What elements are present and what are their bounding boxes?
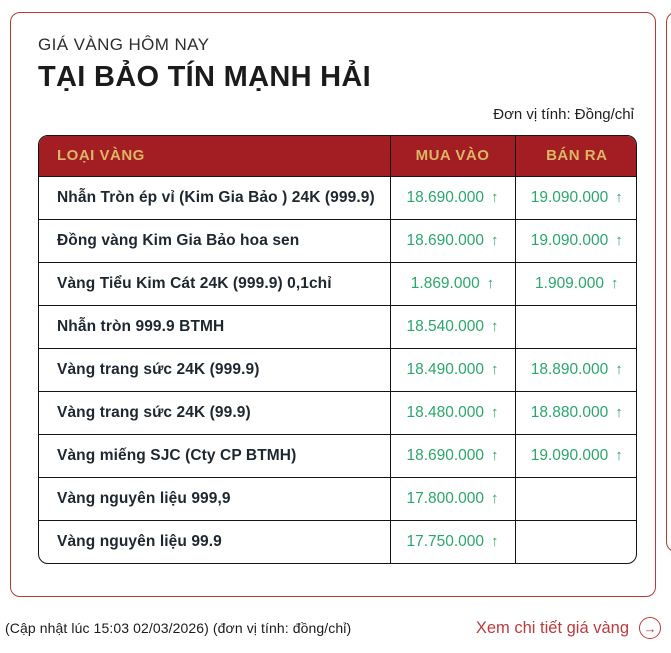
table-row	[39, 262, 637, 305]
gold-price-table	[38, 135, 637, 564]
buy-price-value: 18.690.000	[406, 188, 485, 206]
table-row	[39, 219, 637, 262]
next-carousel-card[interactable]	[666, 12, 671, 552]
buy-price-cell	[390, 520, 515, 563]
gold-type-label: Vàng Tiểu Kim Cát 24K (999.9) 0,1chỉ	[57, 274, 332, 292]
sell-price-cell	[515, 176, 637, 219]
up-arrow-icon: ↑	[615, 403, 623, 421]
table-row	[39, 520, 637, 563]
buy-price-cell	[390, 219, 515, 262]
gold-type-label: Nhẫn tròn 999.9 BTMH	[57, 317, 225, 335]
table-row	[39, 348, 637, 391]
card-subtitle: GIÁ VÀNG HÔM NAY	[38, 35, 210, 54]
buy-price-cell	[390, 305, 515, 348]
page-title: TẠI BẢO TÍN MẠNH HẢI	[38, 61, 372, 93]
buy-price-cell	[390, 434, 515, 477]
view-gold-detail-label: Xem chi tiết giá vàng	[475, 618, 629, 637]
circle-arrow-icon[interactable]: →	[639, 617, 661, 639]
gold-table-body	[39, 176, 637, 563]
sell-price-value: 19.090.000	[530, 188, 609, 206]
unit-note: Đơn vị tính: Đồng/chỉ	[493, 106, 634, 123]
footer	[5, 617, 661, 639]
buy-price-value: 18.490.000	[406, 360, 485, 378]
gold-type-cell	[39, 348, 390, 391]
up-arrow-icon: ↑	[615, 360, 623, 378]
sell-price-value: 18.880.000	[530, 403, 609, 421]
buy-price-cell	[390, 176, 515, 219]
up-arrow-icon: ↑	[615, 188, 623, 206]
up-arrow-icon: ↑	[491, 403, 499, 421]
up-arrow-icon: ↑	[486, 274, 495, 292]
gold-type-cell	[39, 219, 390, 262]
up-arrow-icon: ↑	[491, 231, 499, 249]
up-arrow-icon: ↑	[610, 274, 619, 292]
gold-type-label: Vàng nguyên liệu 999,9	[57, 489, 231, 507]
sell-price-value: 19.090.000	[530, 231, 609, 249]
sell-price-value: 19.090.000	[530, 446, 609, 464]
gold-type-label: Vàng miếng SJC (Cty CP BTMH)	[57, 446, 297, 464]
buy-price-value: 18.480.000	[406, 403, 485, 421]
up-arrow-icon: ↑	[491, 188, 499, 206]
column-header-gold-type: LOẠI VÀNG	[39, 136, 390, 176]
buy-price-value: 17.800.000	[406, 489, 485, 507]
gold-price-card	[10, 12, 656, 597]
sell-price-cell	[515, 520, 637, 563]
gold-type-cell	[39, 262, 390, 305]
table-row	[39, 391, 637, 434]
buy-price-value: 1.869.000	[410, 274, 480, 292]
table-row	[39, 477, 637, 520]
gold-type-label: Vàng trang sức 24K (99.9)	[57, 403, 251, 421]
buy-price-cell	[390, 391, 515, 434]
gold-type-cell	[39, 176, 390, 219]
table-row	[39, 434, 637, 477]
sell-price-cell	[515, 434, 637, 477]
table-header-row	[39, 136, 637, 176]
gold-type-cell	[39, 305, 390, 348]
gold-type-cell	[39, 434, 390, 477]
up-arrow-icon: ↑	[491, 489, 499, 507]
gold-type-label: Vàng nguyên liệu 99.9	[57, 532, 222, 550]
up-arrow-icon: ↑	[491, 532, 499, 550]
buy-price-value: 18.540.000	[406, 317, 485, 335]
up-arrow-icon: ↑	[615, 446, 623, 464]
gold-type-cell	[39, 520, 390, 563]
gold-type-label: Đồng vàng Kim Gia Bảo hoa sen	[57, 231, 300, 249]
sell-price-cell	[515, 348, 637, 391]
view-gold-detail-link[interactable]	[476, 617, 661, 639]
buy-price-value: 18.690.000	[406, 231, 485, 249]
table-row	[39, 305, 637, 348]
column-header-sell: BÁN RA	[515, 136, 637, 176]
sell-price-cell	[515, 219, 637, 262]
updated-note: (Cập nhật lúc 15:03 02/03/2026) (đơn vị tính: đồng/chỉ)	[5, 620, 352, 636]
sell-price-value: 18.890.000	[530, 360, 609, 378]
gold-type-cell	[39, 477, 390, 520]
sell-price-cell	[515, 262, 637, 305]
gold-type-label: Nhẫn Tròn ép vỉ (Kim Gia Bảo ) 24K (999.9)	[57, 188, 375, 206]
gold-type-label: Vàng trang sức 24K (999.9)	[57, 360, 260, 378]
gold-type-cell	[39, 391, 390, 434]
buy-price-value: 18.690.000	[406, 446, 485, 464]
buy-price-cell	[390, 348, 515, 391]
sell-price-cell	[515, 477, 637, 520]
up-arrow-icon: ↑	[615, 231, 623, 249]
buy-price-value: 17.750.000	[406, 532, 485, 550]
buy-price-cell	[390, 262, 515, 305]
up-arrow-icon: ↑	[491, 360, 499, 378]
sell-price-cell	[515, 391, 637, 434]
table-row	[39, 176, 637, 219]
column-header-buy: MUA VÀO	[390, 136, 515, 176]
up-arrow-icon: ↑	[491, 317, 499, 335]
buy-price-cell	[390, 477, 515, 520]
sell-price-value: 1.909.000	[535, 274, 604, 292]
up-arrow-icon: ↑	[491, 446, 499, 464]
sell-price-cell	[515, 305, 637, 348]
